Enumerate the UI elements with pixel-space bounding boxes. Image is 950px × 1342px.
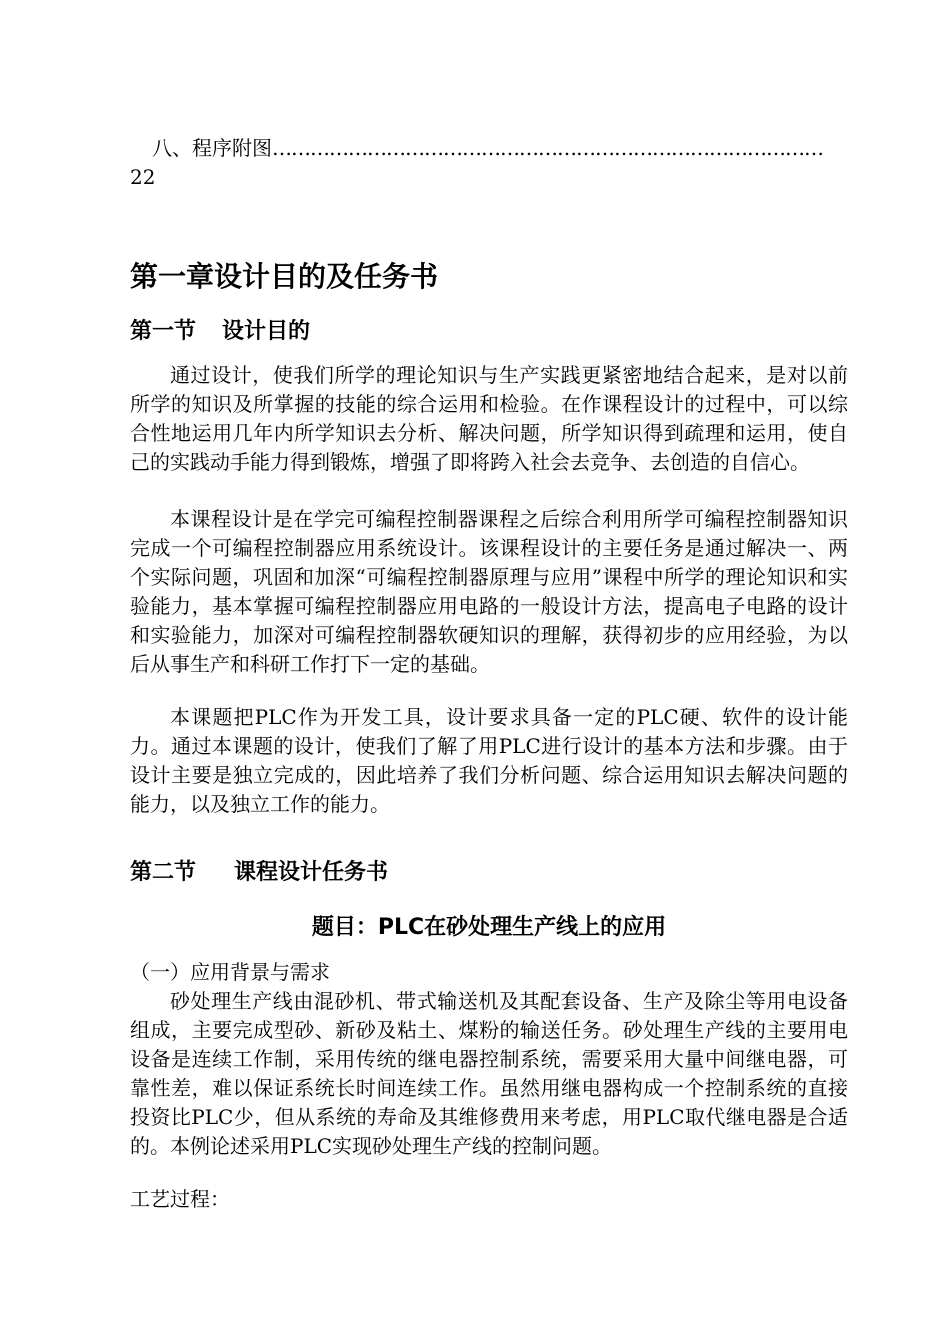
section-heading-2 [130,857,388,889]
toc-entry[interactable] [130,134,848,163]
toc-leader-dots: …………………………………………………………………………… [272,136,823,160]
chapter-title: 第一章设计目的及任务书 [130,260,439,293]
body-paragraph: 本课题把PLC作为开发工具，设计要求具备一定的PLC硬、软件的设计能力。通过本课题的设计，使我们了解了用PLC进行设计的基本方法和步骤。由于设计主要是独立完成的，因此培养了我们分析问题、综合运用知识去解决问题的能力，以及独立工作的能力。 [130,705,848,816]
toc-page-number: 22 [130,165,156,189]
body-paragraph: 本课程设计是在学完可编程控制器课程之后综合利用所学可编程控制器知识完成一个可编程控制器应用系统设计。该课程设计的主要任务是通过解决一、两个实际问题，巩固和加深“可编程控制器原理与应用”课程中所学的理论知识和实验能力，基本掌握可编程控制器应用电路的一般设计方法，提高电子电路的设计和实验能力，加深对可编程控制器软硬知识的理解，获得初步的应用经验，为以后从事生产和科研工作打下一定的基础。 [130,507,848,676]
section-heading-1 [130,316,310,348]
toc-entry-title: 八、程序附图 [152,136,272,160]
topic-title: 题目：PLC在砂处理生产线上的应用 [311,915,667,940]
section-number: 第二节 [130,860,197,885]
subheading: （一）应用背景与需求 [130,960,330,984]
section-number: 第一节 [130,319,197,344]
process-label: 工艺过程： [130,1187,230,1211]
section-title: 设计目的 [222,319,311,344]
body-paragraph: 通过设计，使我们所学的理论知识与生产实践更紧密地结合起来，是对以前所学的知识及所掌握的技能的综合运用和检验。在作课程设计的过程中，可以综合性地运用几年内所学知识去分析、解决问题，所学知识得到疏理和运用，使自己的实践动手能力得到锻炼，增强了即将跨入社会去竞争、去创造的自信心。 [130,363,848,474]
body-paragraph: 砂处理生产线由混砂机、带式输送机及其配套设备、生产及除尘等用电设备组成，主要完成型砂、新砂及粘土、煤粉的输送任务。砂处理生产线的主要用电设备是连续工作制，采用传统的继电器控制系统，需要采用大量中间继电器，可靠性差，难以保证系统长时间连续工作。虽然用继电器构成一个控制系统的直接投资比PLC少，但从系统的寿命及其维修费用来考虑，用PLC取代继电器是合适的。本例论述采用PLC实现砂处理生产线的控制问题。 [130,989,848,1158]
section-title: 课程设计任务书 [234,860,389,885]
